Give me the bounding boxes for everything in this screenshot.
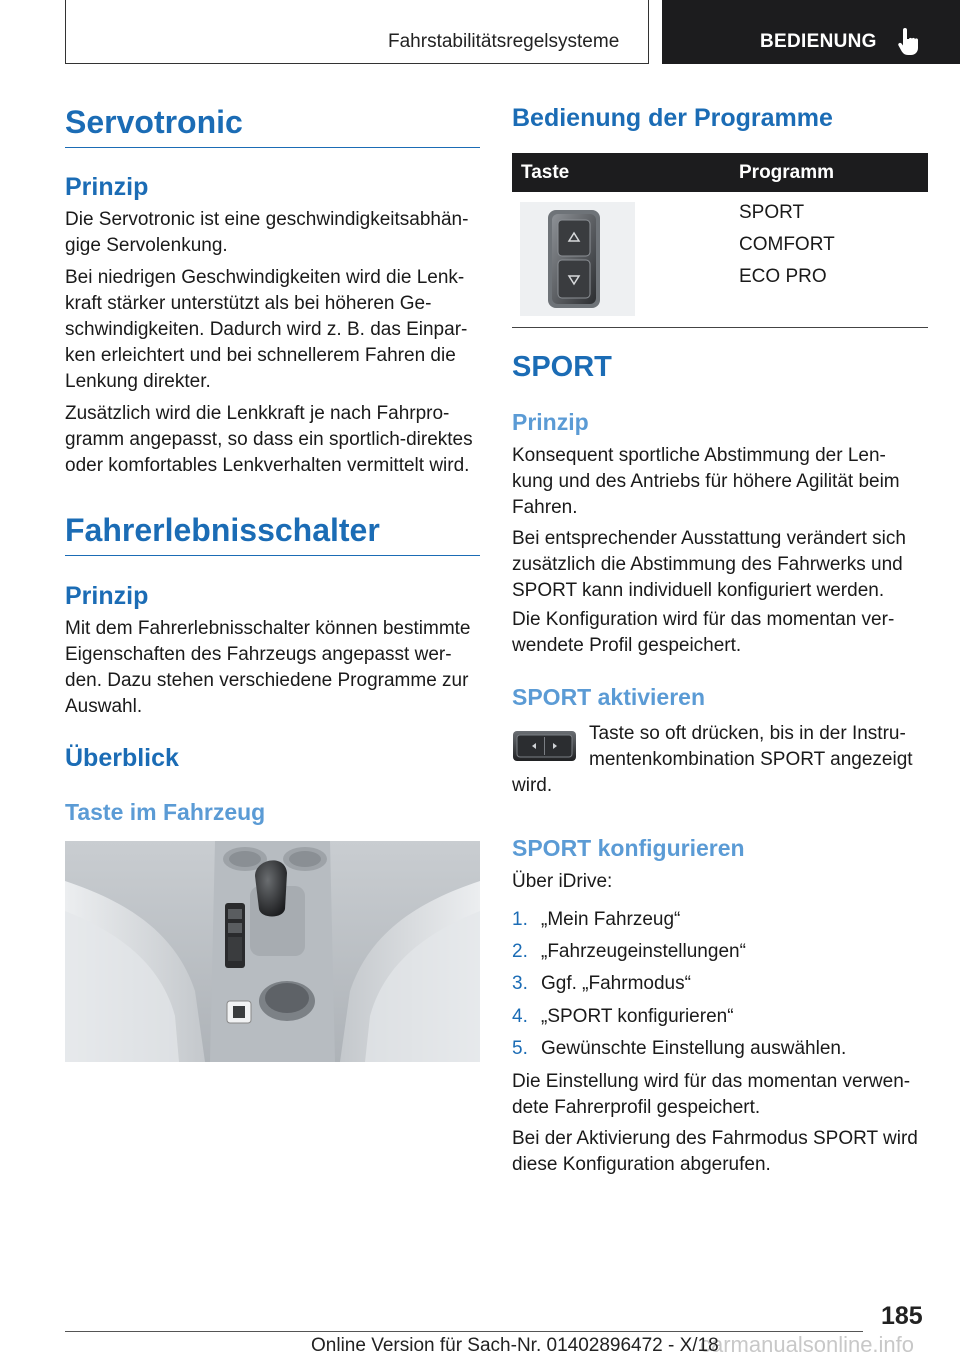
- sport-after-paragraph-1: Die Einstellung wird für das momentan verwen- dete Fahrerprofil gespeichert.: [512, 1071, 911, 1118]
- servotronic-prinzip-heading: Prinzip: [65, 173, 149, 201]
- header-chapter-label: BEDIENUNG: [760, 31, 877, 52]
- col-programm-header: Programm: [739, 162, 835, 183]
- servotronic-paragraph-1: Die Servotronic ist eine geschwindigkeitsabhän- gige Servolenkung.: [65, 209, 469, 256]
- footer-online-version: Online Version für Sach-Nr. 01402896472 - X/18: [311, 1335, 719, 1356]
- sport-aktivieren-text-line-1: Taste so oft drücken, bis in der Instru-: [589, 723, 906, 744]
- fahrerlebnisschalter-title-rule: [65, 555, 480, 556]
- header-section-title: Fahrstabilitätsregelsysteme: [388, 31, 620, 52]
- sport-title: SPORT: [512, 351, 612, 383]
- sport-aktivieren-text-line-3: wird.: [512, 775, 553, 796]
- fahrerlebnis-paragraph: Mit dem Fahrerlebnisschalter können bestimmte Eigenschaften des Fahrzeugs angepasst wer- den. Dazu stehen verschiedene Programme zur Auswahl.: [65, 618, 471, 717]
- step-number: 3.: [512, 973, 528, 994]
- sport-konfigurieren-intro: Über iDrive:: [512, 871, 613, 892]
- driving-mode-switch-image: [520, 202, 635, 316]
- step-text: Ggf. „Fahrmodus“: [541, 973, 691, 994]
- sport-after-paragraph-2: Bei der Aktivierung des Fahrmodus SPORT wird diese Konfiguration abgerufen.: [512, 1128, 918, 1175]
- pointing-hand-icon: [896, 26, 922, 56]
- servotronic-paragraph-3: Zusätzlich wird die Lenkkraft je nach Fahrpro- gramm angepasst, so dass ein sportlich-direktes oder komfortables Lenkverhalten vermittelt wird.: [65, 403, 473, 476]
- sport-konfigurieren-heading: SPORT konfigurieren: [512, 835, 745, 861]
- sport-paragraph-1: Konsequent sportliche Abstimmung der Len- kung und des Antriebs für höhere Agilität beim Fahren.: [512, 445, 900, 518]
- step-number: 2.: [512, 941, 528, 962]
- sport-aktivieren-heading: SPORT aktivieren: [512, 684, 706, 710]
- page-number: 185: [881, 1302, 923, 1330]
- taste-im-fahrzeug-heading: Taste im Fahrzeug: [65, 799, 266, 825]
- header-chapter-tab: [662, 0, 960, 64]
- programs-table-header: [512, 153, 928, 192]
- program-sport: SPORT: [739, 202, 805, 223]
- program-eco-pro: ECO PRO: [739, 266, 827, 287]
- servotronic-title-rule: [65, 147, 480, 148]
- step-text: „SPORT konfigurieren“: [541, 1006, 734, 1027]
- step-text: „Fahrzeugeinstellungen“: [541, 941, 746, 962]
- step-number: 5.: [512, 1038, 528, 1059]
- center-console-photo: [65, 841, 480, 1062]
- ueberblick-heading: Überblick: [65, 744, 179, 772]
- driving-mode-button-icon: [512, 728, 577, 764]
- sport-prinzip-heading: Prinzip: [512, 409, 589, 435]
- step-number: 1.: [512, 909, 528, 930]
- bedienung-programme-heading: Bedienung der Programme: [512, 104, 833, 132]
- program-comfort: COMFORT: [739, 234, 835, 255]
- step-text: „Mein Fahrzeug“: [541, 909, 681, 930]
- fahrerlebnisschalter-title: Fahrerlebnisschalter: [65, 512, 380, 548]
- col-taste-header: Taste: [521, 162, 570, 183]
- sport-paragraph-3: Die Konfiguration wird für das momentan ver- wendete Profil gespeichert.: [512, 609, 895, 656]
- servotronic-title: Servotronic: [65, 104, 243, 140]
- programs-table-rule: [512, 327, 928, 328]
- sport-paragraph-2: Bei entsprechender Ausstattung verändert sich zusätzlich die Abstimmung des Fahrwerks und SPORT kann individuell konfiguriert werden.: [512, 528, 906, 601]
- fahrerlebnis-prinzip-heading: Prinzip: [65, 582, 149, 610]
- step-number: 4.: [512, 1006, 528, 1027]
- sport-aktivieren-text-line-2: mentenkombination SPORT angezeigt: [589, 749, 913, 770]
- servotronic-paragraph-2: Bei niedrigen Geschwindigkeiten wird die Lenk- kraft stärker unterstützt als bei höheren Ge- schwindigkeiten. Dadurch wird z. B. das Einpar- ken erleichtert und bei schnellerem Fahren die Lenkung direkter.: [65, 267, 468, 392]
- watermark: carmanualsonline.info: [700, 1332, 915, 1357]
- step-text: Gewünschte Einstellung auswählen.: [541, 1038, 847, 1059]
